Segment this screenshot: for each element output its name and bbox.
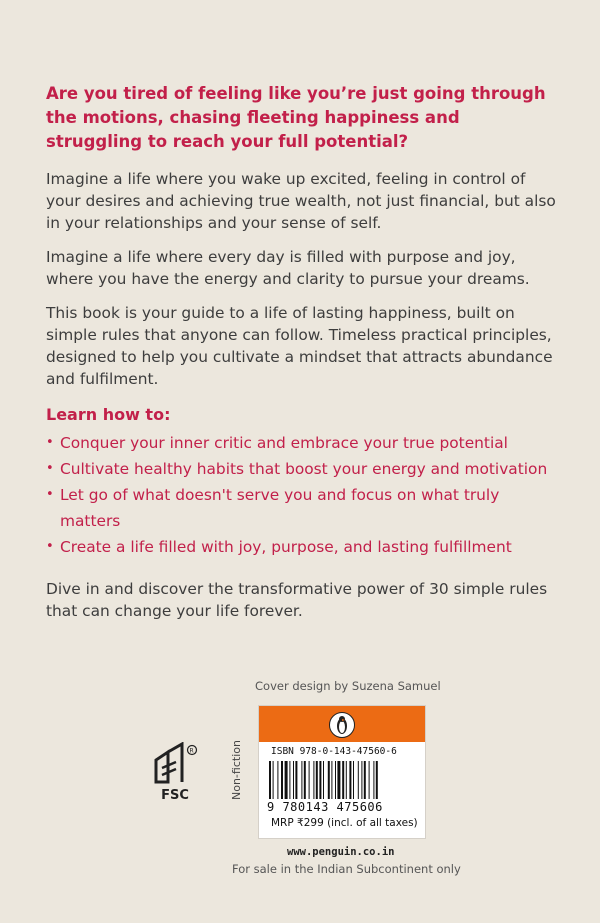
list-item <box>46 482 558 534</box>
barcode-stripe <box>346 761 347 799</box>
learn-heading: Learn how to: <box>46 405 171 424</box>
barcode-stripe <box>319 761 321 799</box>
barcode-stripe <box>342 761 344 799</box>
back-cover-text <box>46 82 558 634</box>
barcode-stripe <box>281 761 283 799</box>
bullet-icon: • <box>46 539 54 554</box>
barcode-stripe <box>364 761 366 799</box>
closing-paragraph: Dive in and discover the transformative power of 30 simple rules that can change your life forever. <box>46 580 548 620</box>
barcode-stripe <box>373 761 374 799</box>
penguin-logo-icon <box>329 712 355 738</box>
list-item <box>46 430 558 456</box>
genre-label: Non-fiction <box>230 740 243 800</box>
barcode-stripe <box>337 761 340 799</box>
barcode-stripe <box>301 761 302 799</box>
publisher-website: www.penguin.co.in <box>287 846 395 858</box>
paragraph-3: This book is your guide to a life of lasting happiness, built on simple rules that anyone can follow. Timeless practical principles, designed to help you cultivate a mindset that attracts abundance and fulfilment. <box>46 304 553 388</box>
barcode-stripe <box>376 761 378 799</box>
barcode-stripe <box>331 761 332 799</box>
fsc-label: FSC <box>161 788 189 803</box>
barcode-stripe <box>277 761 278 799</box>
publisher-band <box>259 706 425 742</box>
barcode-stripe <box>369 761 370 799</box>
bullet-text: Create a life filled with joy, purpose, and lasting fulfillment <box>60 538 512 556</box>
barcode-stripe <box>295 761 297 799</box>
barcode-stripe <box>309 761 310 799</box>
barcode-stripe <box>358 761 359 799</box>
barcode-stripe <box>313 761 314 799</box>
barcode-stripe <box>323 761 324 799</box>
barcode-number: 9 780143 475606 <box>267 800 383 814</box>
cover-credit: Cover design by Suzena Samuel <box>255 679 441 693</box>
price-label: MRP ₹299 (incl. of all taxes) <box>271 817 418 829</box>
barcode-stripe <box>289 761 290 799</box>
isbn-text: ISBN 978-0-143-47560-6 <box>271 746 397 757</box>
bullet-icon: • <box>46 461 54 476</box>
fsc-tree-icon <box>148 742 204 788</box>
bullet-list <box>46 430 558 560</box>
headline: Are you tired of feeling like you’re just going through the motions, chasing fleeting happiness and struggling to reach your full potential? <box>46 84 546 151</box>
paragraph-1: Imagine a life where you wake up excited, feeling in control of your desires and achieving true wealth, not just financial, but also in your relationships and your sense of self. <box>46 170 556 232</box>
paragraph-2: Imagine a life where every day is filled with purpose and joy, where you have the energy and clarity to pursue your dreams. <box>46 248 530 288</box>
sale-territory-note: For sale in the Indian Subcontinent only <box>232 862 461 876</box>
bullet-text: Cultivate healthy habits that boost your energy and motivation <box>60 460 548 478</box>
barcode-stripe <box>361 761 362 799</box>
barcode-stripe <box>349 761 351 799</box>
fsc-logo <box>148 742 204 804</box>
bullet-icon: • <box>46 435 54 450</box>
bullet-text: Let go of what doesn't serve you and focus on what truly matters <box>60 486 500 530</box>
list-item <box>46 456 558 482</box>
bullet-text: Conquer your inner critic and embrace your true potential <box>60 434 508 452</box>
barcode-stripe <box>293 761 294 799</box>
barcode <box>269 761 415 799</box>
barcode-stripe <box>285 761 288 799</box>
barcode-stripe <box>304 761 306 799</box>
barcode-stripe <box>328 761 330 799</box>
list-item <box>46 534 558 560</box>
barcode-stripe <box>353 761 354 799</box>
barcode-stripe <box>269 761 271 799</box>
svg-text:R: R <box>189 747 194 755</box>
barcode-stripe <box>273 761 274 799</box>
bullet-icon: • <box>46 487 54 502</box>
barcode-panel <box>258 705 426 839</box>
barcode-stripe <box>335 761 336 799</box>
barcode-stripe <box>316 761 318 799</box>
